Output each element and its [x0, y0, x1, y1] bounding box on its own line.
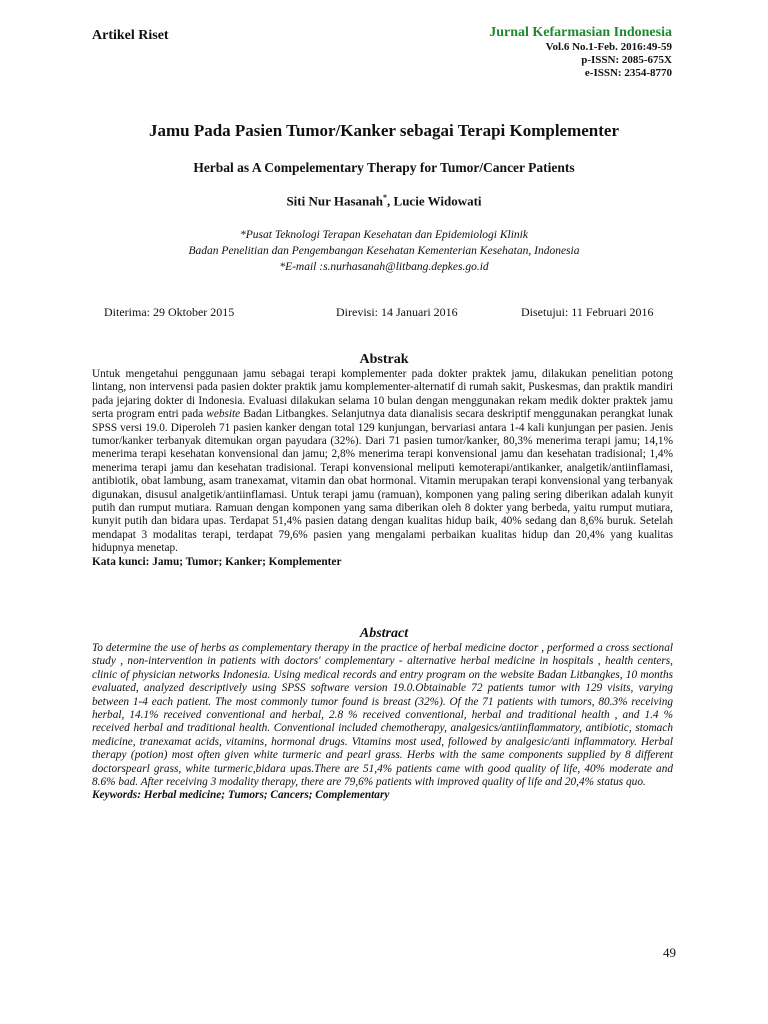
affiliation-line-1: *Pusat Teknologi Terapan Kesehatan dan Epidemiologi Klinik — [240, 229, 528, 241]
affiliation-email: *E-mail :s.nurhasanah@litbang.depkes.go.id — [279, 261, 489, 273]
journal-info — [489, 26, 672, 80]
affiliation-line-2: Badan Penelitian dan Pengembangan Kesehatan Kementerian Kesehatan, Indonesia — [188, 245, 580, 257]
date-received: Diterima: 29 Oktober 2015 — [104, 305, 235, 319]
corresponding-mark: * — [383, 193, 388, 202]
abstract-heading: Abstract — [359, 626, 409, 641]
page-number: 49 — [663, 945, 676, 960]
date-accepted: Disetujui: 11 Februari 2016 — [521, 305, 654, 319]
author-list — [0, 193, 768, 209]
abstract-body — [92, 642, 673, 803]
abstrak-keywords: Kata kunci: Jamu; Tumor; Kanker; Komplementer — [92, 555, 342, 568]
journal-eissn: e-ISSN: 2354-8770 — [584, 67, 672, 79]
date-revised: Direvisi: 14 Januari 2016 — [336, 305, 458, 319]
article-type-label: Artikel Riset — [92, 28, 169, 43]
journal-name: Jurnal Kefarmasian Indonesia — [489, 25, 672, 40]
abstrak-heading: Abstrak — [359, 352, 409, 367]
abstrak-body — [92, 368, 673, 569]
author-first: Siti Nur Hasanah — [286, 193, 384, 209]
article-title: Jamu Pada Pasien Tumor/Kanker sebagai Terapi Komplementer — [148, 121, 620, 140]
abstrak-text-2: Badan Litbangkes. Selanjutnya data dianalisis secara deskriptif menggunakan perangkat lunak SPSS versi 19.0. Diperoleh 71 pasien kanker dengan total 129 kunjungan, bervariasi antara 1-4 kali kunjungan per pasien. Jenis tumor/kanker terbanyak ditemukan organ payudara (32%). Dari 71 pasien tumor/kanker, 80,3% menerima terapi jamu; 14,1% menerima terapi kesehatan konvensional dan jamu; 2,8% menerima terapi konvensional jamu dan kesehatan tradisional; 1,4% menerima terapi jamu dan kesehatan tradisional. Terapi konvensional meliputi kemoterapi/antikanker, analgetik/antiinflamasi, antibiotik, obat lambung, asam tranexamat, vitamin dan obat hormonal. Vitamin merupakan terapi konvensional yang terbanyak digunakan, disusul analgetik/antiinflamasi. Untuk terapi jamu (ramuan), komponen yang paling sering diberikan adalah kunyit putih dan rumput mutiara. Ramuan dengan komponen yang sama diberikan oleh 8 dokter yang berbeda, yaitu rumput mutiara, kunyit putih dan bidara upas. Terdapat 51,4% pasien datang dengan kualitas hidup baik, 40% sedang dan 8,6% buruk. Setelah mendapat 3 modalitas terapi, terdapat 79,6% pasien yang mengalami perbaikan kualitas hidup dan 20,4% yang kualitas hidupnya menetap. — [92, 408, 674, 555]
affiliation-block — [0, 227, 768, 275]
article-subtitle: Herbal as A Compelementary Therapy for Tumor/Cancer Patients — [193, 160, 575, 175]
journal-pissn: p-ISSN: 2085-675X — [581, 54, 672, 66]
abstract-text: To determine the use of herbs as complementary therapy in the practice of herbal medicine doctor , performed a cross sectional study , non-intervention in patients with doctors' complementary - alternative herbal medicine in hospitals , health centers, clinic of physician networks Indonesia. Using medical records and entry program on the website Badan Litbangkes, 10 months evaluated, analyzed descriptively using SPSS software version 19.0.Obtainable 72 patients tumor with 129 visits, varying between 1-4 each patient. The most commonly tumor found is breast (32%). Of the 71 patients with tumors, 80.3% receiving herbal, 14.1% received conventional and herbal, 2.8 % received conventional, herbal and traditional health , and 1.4 % received herbal and traditional health. Conventional included chemotherapy, analgesics/antiinflammatory, antibiotic, stomach medicine, tranexamat acids, vitamins, hormonal drugs. Vitamins most used, followed by analgesic/anti inflammatory. Herbal therapy (potion) most often given white turmeric and pearl grass. Herbs with the same components supplied by 8 different doctorspearl grass, white turmeric,bidara upas.There are 51,4% patients came with good quality of life, 40% moderate and 8.6% bad. After receiving 3 modality therapy, there are 79,6% patients with improved quality of life and 20,4% status quo. — [92, 642, 673, 789]
author-rest: , Lucie Widowati — [387, 193, 482, 209]
journal-volume: Vol.6 No.1-Feb. 2016:49-59 — [545, 41, 672, 53]
abstrak-text-1: Untuk mengetahui penggunaan jamu sebagai terapi komplementer pada dokter praktek jamu, dilakukan penelitian potong lintang, non intervensi pada pasien dokter praktik jamu komplementer-alternatif di rumah sakit, Puskesmas, dan praktik mandiri pada jejaring dokter di Indonesia. Evaluasi dilakukan selama 10 bulan dengan menggunakan rekam medik dokter praktek jamu serta program entri pada — [92, 368, 673, 421]
abstract-keywords: Keywords: Herbal medicine; Tumors; Cancers; Complementary — [92, 789, 390, 802]
abstrak-italic-word: website — [206, 408, 241, 421]
